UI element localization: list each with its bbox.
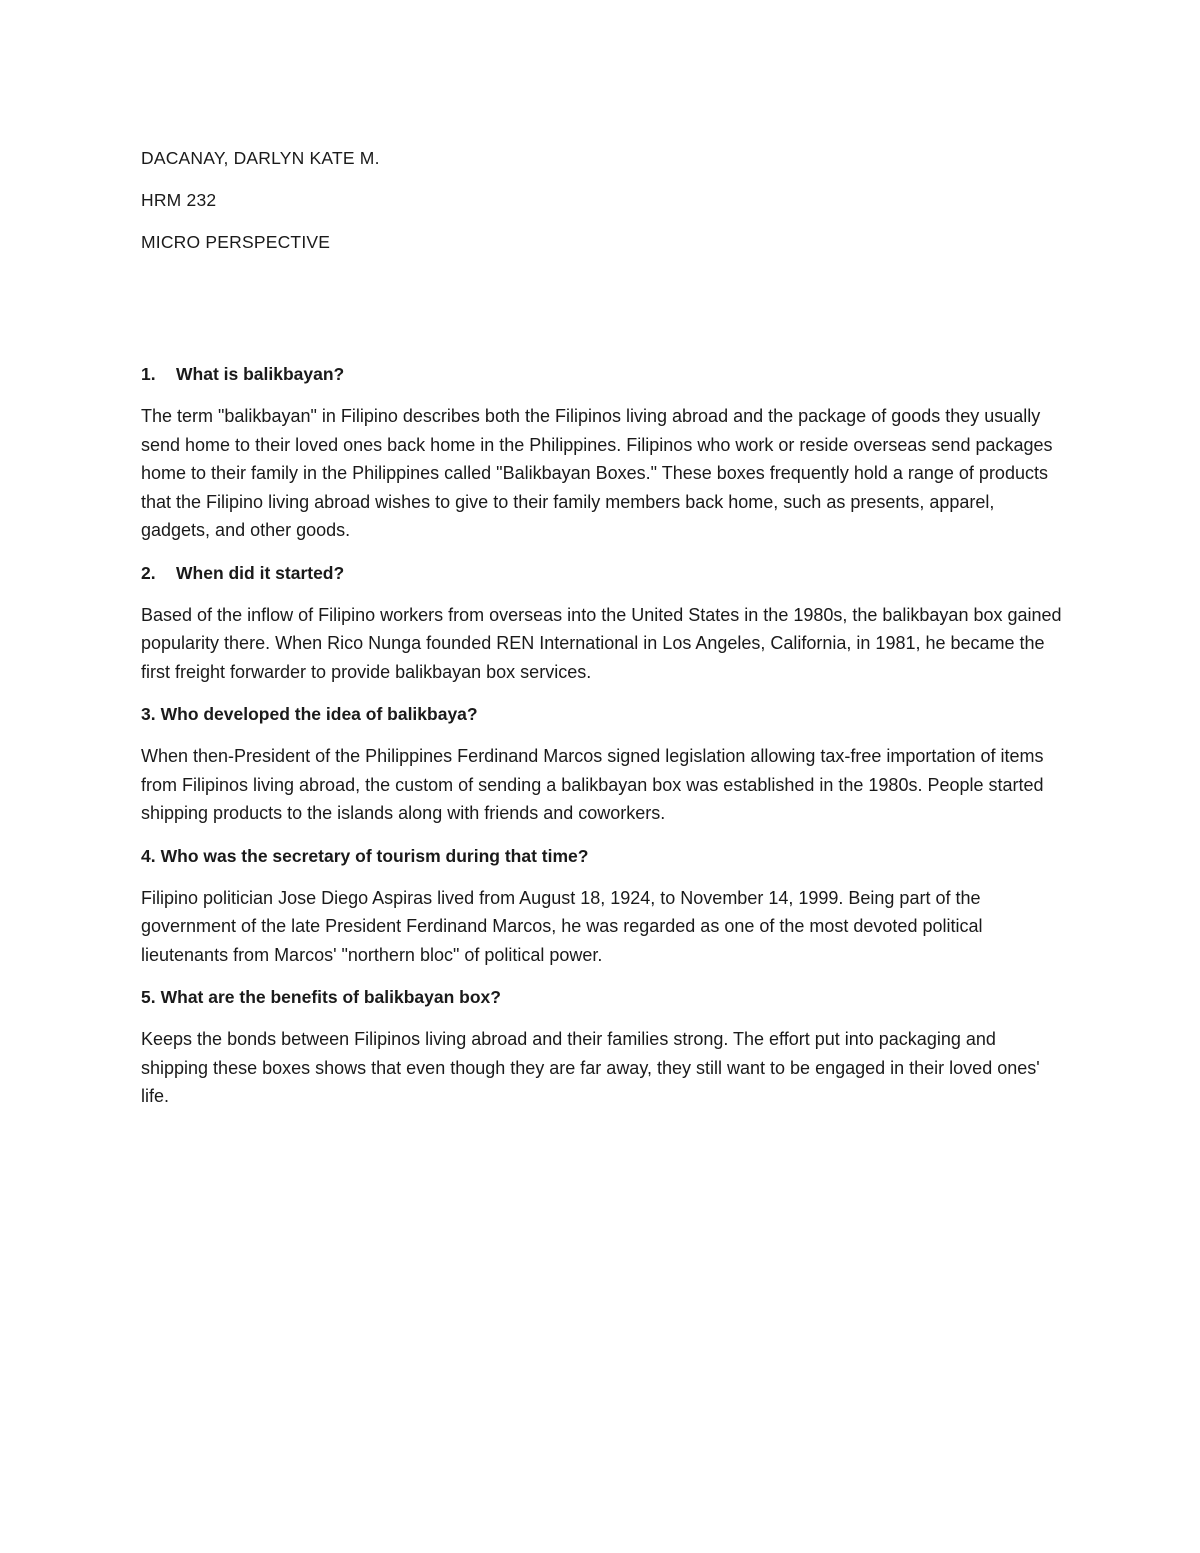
question-number: 5. bbox=[141, 987, 156, 1007]
question-text: When did it started? bbox=[176, 562, 345, 583]
qa-item bbox=[141, 700, 1066, 828]
question-number: 3. bbox=[141, 704, 156, 724]
question-heading bbox=[141, 983, 1066, 1011]
question-heading bbox=[141, 842, 1066, 870]
question-text: What is balikbayan? bbox=[176, 364, 345, 384]
answer-paragraph: Based of the inflow of Filipino workers from overseas into the United States in the 1980s, the balikbayan box gained popularity there. When Rico Nunga founded REN International in Los Angeles, California, in 1981, he became the first freight forwarder to provide balikbayan box services. bbox=[141, 604, 1062, 682]
answer-paragraph: Filipino politician Jose Diego Aspiras lived from August 18, 1924, to November 14, 1999. Being part of the government of the late President Ferdinand Marcos, he was regarded as one of the most devoted political lieutenants from Marcos' "northern bloc" of political power. bbox=[141, 887, 983, 965]
question-text: What are the benefits of balikbayan box? bbox=[160, 987, 501, 1007]
student-name: DACANAY, DARLYN KATE M. bbox=[141, 148, 380, 168]
question-text: Who developed the idea of balikbaya? bbox=[160, 704, 478, 724]
answer-paragraph: The term "balikbayan" in Filipino describes both the Filipinos living abroad and the package of goods they usually send home to their loved ones back home in the Philippines. Filipinos who work or reside overseas send packages home to their family in the Philippines called "Balikbayan Boxes." These boxes frequently hold a range of products that the Filipino living abroad wishes to give to their family members back home, such as presents, apparel, gadgets, and other goods. bbox=[141, 406, 1053, 540]
qa-item bbox=[141, 559, 1066, 687]
qa-item bbox=[141, 842, 1066, 970]
answer-paragraph: Keeps the bonds between Filipinos living abroad and their families strong. The effort put into packaging and shipping these boxes shows that even though they are far away, they still want to be engaged in their loved ones' life. bbox=[141, 1029, 1040, 1106]
answer-paragraph: When then-President of the Philippines Ferdinand Marcos signed legislation allowing tax-free importation of items from Filipinos living abroad, the custom of sending a balikbayan box was established in the 1980s. People started shipping products to the islands along with friends and coworkers. bbox=[141, 746, 1044, 823]
question-heading bbox=[141, 559, 1066, 587]
header-block bbox=[141, 146, 1066, 254]
question-number: 2. bbox=[141, 562, 156, 583]
question-heading bbox=[141, 700, 1066, 728]
document-body bbox=[141, 146, 1066, 1125]
question-number: 1. bbox=[141, 364, 156, 384]
question-heading bbox=[141, 360, 1066, 388]
qa-item bbox=[141, 360, 1066, 545]
qa-item bbox=[141, 983, 1066, 1111]
subject-title: MICRO PERSPECTIVE bbox=[141, 232, 331, 252]
question-number: 4. bbox=[141, 845, 156, 866]
course-code: HRM 232 bbox=[141, 190, 217, 210]
question-text: Who was the secretary of tourism during that time? bbox=[160, 845, 589, 866]
